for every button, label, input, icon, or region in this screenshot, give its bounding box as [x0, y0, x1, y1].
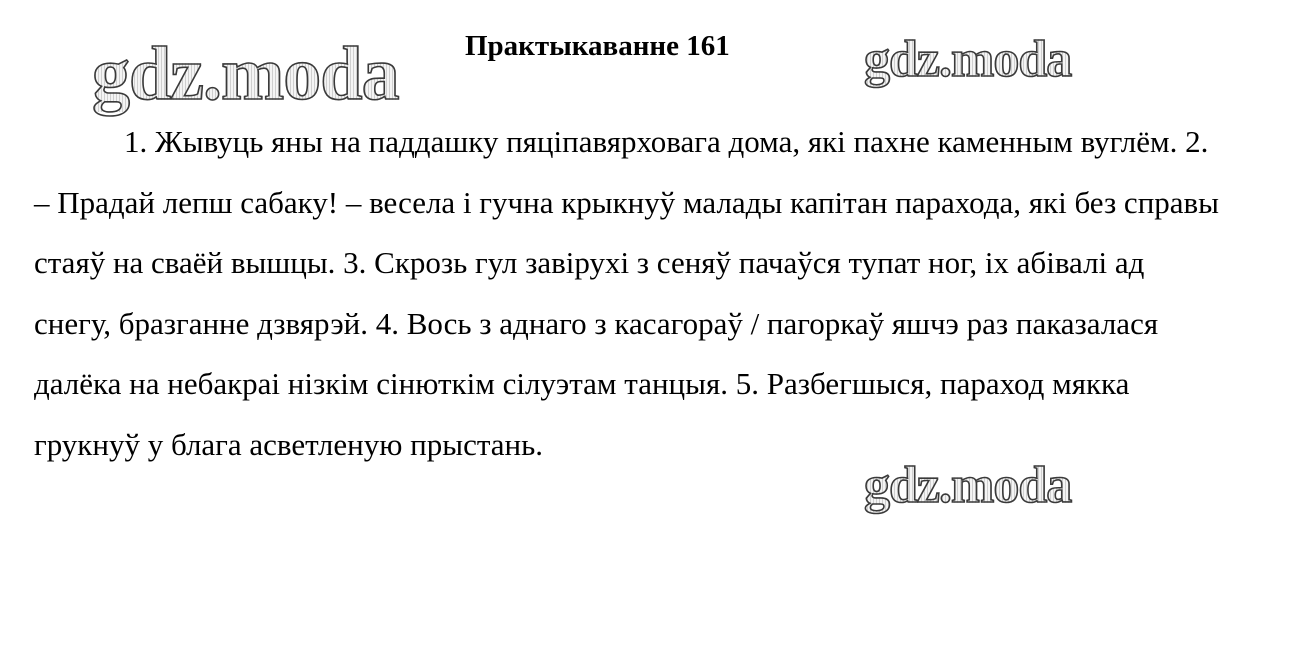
exercise-text: 1. Жывуць яны на паддашку пяціпавярховага дома, які пахне каменным вуглём. 2. – Прадай лепш сабаку! – весела і гучна крыкнуў малады капітан парахода, які без справы стаяў на сваёй вышцы. 3. Скрозь гул завірухі з сеняў пачаўся тупат ног, іх абівалі ад снегу, бразганне дзвярэй. 4. Вось з аднаго з касагораў / пагоркаў яшчэ раз паказалася далёка на небакраі нізкім сінюткім сілуэтам танцыя. 5. Разбегшыся, параход мякка грукнуў у блага асветленую прыстань.	[34, 124, 1220, 462]
watermark-logo: gdz.moda	[92, 32, 399, 116]
watermark-logo: gdz.moda	[864, 457, 1072, 514]
page-title: Практыкаванне 161	[465, 30, 730, 62]
watermark-logo: gdz.moda	[864, 31, 1072, 88]
